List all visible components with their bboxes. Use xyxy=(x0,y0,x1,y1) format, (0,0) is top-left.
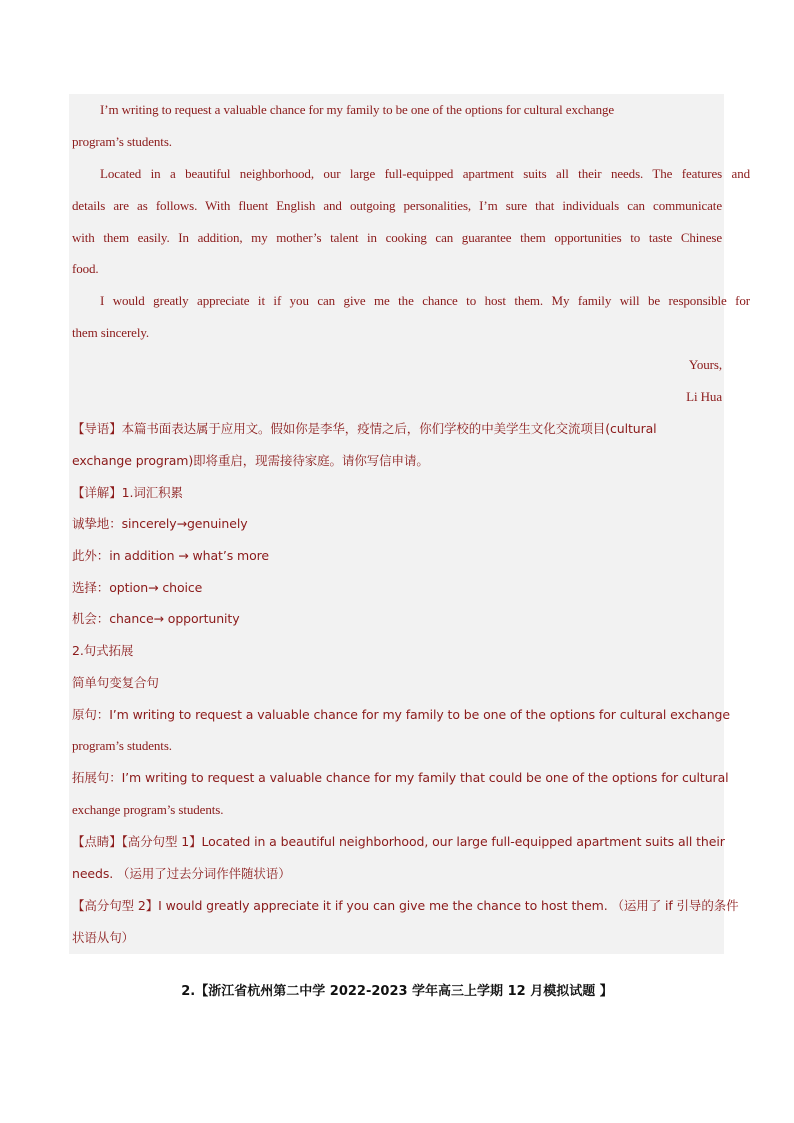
highlight-2-line1: 【高分句型 2】I would greatly appreciate it if you can give me the chance to host them. （运用了 if 引导的条件 xyxy=(72,898,739,913)
essay-closing: Yours, xyxy=(688,357,722,372)
highlight-1-line1: 【点睛】【高分句型 1】Located in a beautiful neighborhood, our large full-equipped apartment suits all their xyxy=(72,834,725,849)
vocab-item: 机会：chance→ opportunity xyxy=(72,611,240,626)
next-question-heading: 2.【浙江省杭州第二中学 2022-2023 学年高三上学期 12 月模拟试题 】 xyxy=(181,984,613,999)
essay-p3-line1: I would greatly appreciate it if you can give me the chance to host them. My family will be responsible for xyxy=(100,293,750,308)
detail-title: 【详解】1.词汇积累 xyxy=(72,485,183,500)
essay-p1-line1: I’m writing to request a valuable chance for my family to be one of the options for cultural exchange xyxy=(100,102,615,117)
highlight-2-line2: 状语从句） xyxy=(72,930,135,945)
highlight-1-line2: needs. （运用了过去分词作伴随状语） xyxy=(72,866,291,881)
essay-p2-line3: with them easily. In addition, my mother’s talent in cooking can guarantee them opportunities to taste Chinese xyxy=(72,230,722,245)
essay-p3-line2: them sincerely. xyxy=(72,325,150,340)
vocab-item: 诚挚地：sincerely→genuinely xyxy=(72,516,248,531)
guide-line2: exchange program)即将重启，现需接待家庭。请你写信申请。 xyxy=(72,453,429,468)
essay-p2-line2: details are as follows. With fluent English and outgoing personalities, I’m sure that individuals can communicate xyxy=(72,198,722,213)
essay-p2-line4: food. xyxy=(72,261,99,276)
extended-sentence-line2: exchange program’s students. xyxy=(72,802,224,817)
essay-p1-line2: program’s students. xyxy=(72,134,172,149)
essay-signature: Li Hua xyxy=(686,389,722,404)
original-sentence-line1: 原句：I’m writing to request a valuable chance for my family to be one of the options for cultural exchange xyxy=(72,707,730,722)
original-sentence-line2: program’s students. xyxy=(72,738,172,753)
guide-line1: 【导语】本篇书面表达属于应用文。假如你是李华，疫情之后，你们学校的中美学生文化交流项目(cultural xyxy=(72,421,657,436)
section-2-subtitle: 简单句变复合句 xyxy=(72,675,159,690)
vocab-item: 选择：option→ choice xyxy=(72,580,203,595)
vocab-item: 此外：in addition → what’s more xyxy=(72,548,269,563)
extended-sentence-line1: 拓展句：I’m writing to request a valuable chance for my family that could be one of the options for cultural xyxy=(72,770,729,785)
section-2-title: 2.句式拓展 xyxy=(72,643,134,658)
essay-p2-line1: Located in a beautiful neighborhood, our large full-equipped apartment suits all their needs. The features and xyxy=(100,166,750,181)
